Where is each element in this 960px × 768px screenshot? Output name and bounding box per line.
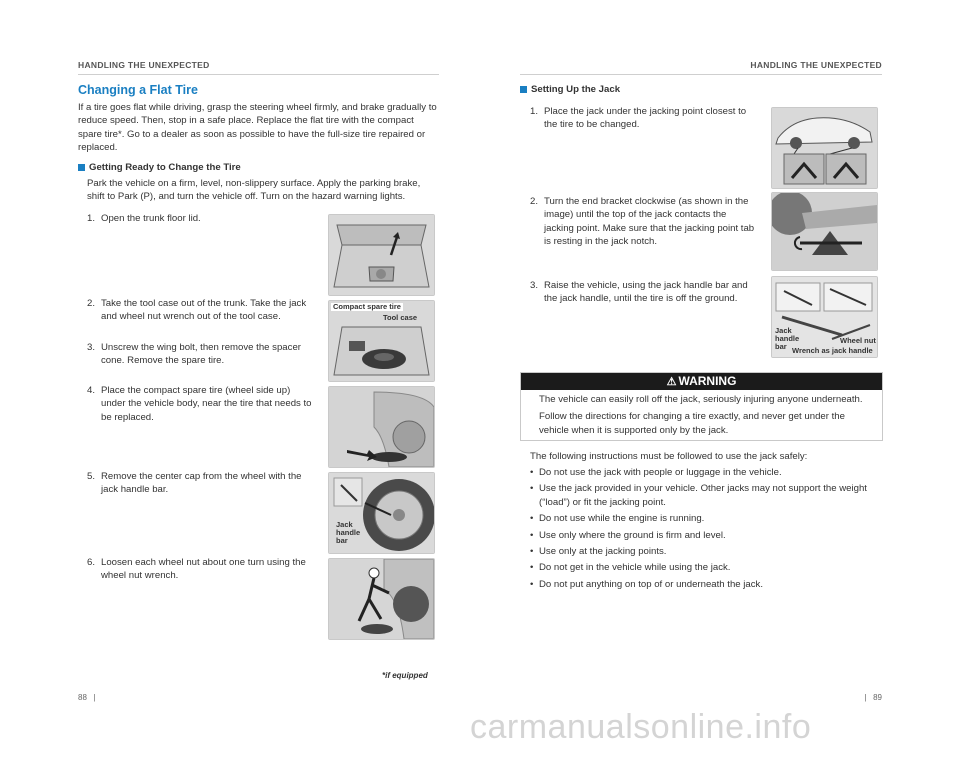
- jack-step-2: [530, 195, 755, 249]
- warning-header: [521, 373, 882, 390]
- step-text: Loosen each wheel nut about one turn using the wheel nut wrench.: [101, 557, 306, 582]
- list-item: [530, 466, 880, 479]
- step-text: Turn the end bracket clockwise (as shown in the image) until the top of the jack contacts the jacking point. Make sure that the jacking point tab is resting in the jack notch.: [544, 196, 755, 248]
- caption-line: bar: [775, 342, 787, 351]
- right-page-header: HANDLING THE UNEXPECTED: [750, 60, 882, 70]
- list-item-text: Use only where the ground is firm and level.: [539, 529, 726, 541]
- list-item: [530, 529, 880, 542]
- wrench-caption: Wrench as jack handle: [792, 346, 873, 355]
- caption-line: bar: [336, 536, 348, 545]
- caption-line: Jack: [775, 326, 792, 335]
- jack-safety-intro: The following instructions must be followed to use the jack safely:: [530, 451, 808, 462]
- jack-handle-bar-caption: [336, 521, 360, 545]
- watermark: carmanualsonline.info: [470, 708, 812, 746]
- bullet-dot-icon: •: [530, 546, 534, 558]
- list-item-text: Do not use the jack with people or luggage in the vehicle.: [539, 467, 782, 478]
- bullet-dot-icon: •: [530, 513, 534, 525]
- loosen-wheel-nuts-illustration: [328, 558, 435, 640]
- footnote: *if equipped: [382, 671, 428, 680]
- step-text: Take the tool case out of the trunk. Take the jack and wheel nut wrench out of the tool case.: [101, 298, 307, 323]
- step-5: [87, 470, 312, 497]
- wheel-nut-caption: Wheel nut: [840, 336, 876, 345]
- left-header-rule: [78, 74, 439, 75]
- bullet-dot-icon: •: [530, 562, 534, 574]
- subheading-setting-up-jack: [520, 84, 620, 95]
- step-4: [87, 384, 312, 424]
- warning-label: WARNING: [678, 374, 737, 388]
- warning-box: [520, 372, 883, 441]
- list-item-text: Use the jack provided in your vehicle. Other jacks may not support the weight (“load”) or fit the jacking point.: [539, 483, 867, 508]
- bullet-dot-icon: •: [530, 483, 534, 495]
- bullet-dot-icon: •: [530, 467, 534, 478]
- trunk-floor-lid-illustration: [328, 214, 435, 296]
- jack-handle-wrench-illustration: [771, 276, 878, 358]
- jack-step-1: [530, 105, 755, 132]
- step-text: Unscrew the wing bolt, then remove the spacer cone. Remove the spare tire.: [101, 342, 301, 367]
- list-item-text: Use only at the jacking points.: [539, 546, 667, 558]
- list-item: [530, 545, 880, 558]
- square-bullet-icon: [78, 164, 85, 171]
- list-item: [530, 561, 880, 574]
- step-text: Raise the vehicle, using the jack handle bar and the jack handle, until the tire is off the ground.: [544, 280, 748, 305]
- list-item-text: Do not put anything on top of or underneath the jack.: [539, 578, 764, 590]
- step-number: 3.: [87, 342, 96, 353]
- tool-case-illustration: [328, 300, 435, 382]
- list-item-text: Do not use while the engine is running.: [539, 513, 705, 525]
- step-3: [87, 341, 312, 368]
- step-number: 2.: [87, 298, 96, 309]
- tool-case-caption: Tool case: [383, 313, 418, 322]
- left-page-header: HANDLING THE UNEXPECTED: [78, 60, 210, 70]
- step-text: Place the jack under the jacking point closest to the tire to be changed.: [544, 106, 747, 131]
- remove-center-cap-illustration: [328, 472, 435, 554]
- warning-triangle-icon: ⚠: [666, 376, 677, 388]
- caption-line: Jack: [336, 520, 353, 529]
- page-title: Changing a Flat Tire: [78, 83, 198, 97]
- step-number: 5.: [87, 471, 96, 482]
- subheading-getting-ready: [78, 162, 241, 173]
- list-item-text: Do not get in the vehicle while using the jack.: [539, 562, 731, 574]
- step-number: 3.: [530, 280, 539, 291]
- subheading-paragraph: Park the vehicle on a firm, level, non-slippery surface. Apply the parking brake, shift to Park (P), and turn the vehicle off. Turn on the hazard warning lights.: [87, 178, 421, 203]
- right-header-rule: [520, 74, 882, 75]
- list-item: [530, 578, 880, 591]
- page-number-text: 88: [78, 693, 87, 702]
- list-item: [530, 512, 880, 525]
- subheading-text: Setting Up the Jack: [531, 84, 621, 95]
- left-page-number: 88 |: [78, 693, 96, 702]
- step-number: 1.: [530, 106, 539, 117]
- step-1: [87, 212, 312, 225]
- caption-line: handle: [775, 334, 800, 343]
- step-6: [87, 556, 312, 583]
- list-item: [530, 482, 880, 509]
- step-number: 2.: [530, 196, 539, 207]
- square-bullet-icon: [520, 86, 527, 93]
- step-text: Place the compact spare tire (wheel side up) under the vehicle body, near the tire that needs to be replaced.: [101, 385, 312, 423]
- jack-step-3: [530, 279, 755, 306]
- jacking-points-illustration: [771, 107, 878, 189]
- caption-line: handle: [336, 528, 361, 537]
- step-text: Open the trunk floor lid.: [101, 213, 201, 224]
- step-text: Remove the center cap from the wheel with the jack handle bar.: [101, 471, 302, 496]
- step-number: 6.: [87, 557, 96, 568]
- step-number: 1.: [87, 213, 96, 224]
- page-number-text: 89: [873, 693, 882, 702]
- compact-spare-tire-caption: Compact spare tire: [333, 302, 401, 311]
- step-number: 4.: [87, 385, 96, 396]
- warning-line-2: Follow the directions for changing a tire exactly, and never get under the vehicle when it is supported only by the jack.: [539, 411, 845, 436]
- warning-line-1: The vehicle can easily roll off the jack, seriously injuring anyone underneath.: [539, 394, 863, 405]
- subheading-text: Getting Ready to Change the Tire: [89, 162, 241, 173]
- right-page-number: | 89: [864, 693, 882, 702]
- jack-bracket-illustration: [771, 192, 878, 271]
- jack-safety-list: [530, 466, 880, 594]
- bullet-dot-icon: •: [530, 529, 534, 541]
- intro-paragraph: If a tire goes flat while driving, grasp the steering wheel firmly, and brake gradually to reduce speed. Then, stop in a safe place. Replace the flat tire with the compact spare tire*. Go to a dealer as soon as possible to have the full-size tire repaired or replaced.: [78, 102, 437, 154]
- step-2: [87, 297, 312, 324]
- spare-tire-placement-illustration: [328, 386, 435, 468]
- bullet-dot-icon: •: [530, 578, 534, 590]
